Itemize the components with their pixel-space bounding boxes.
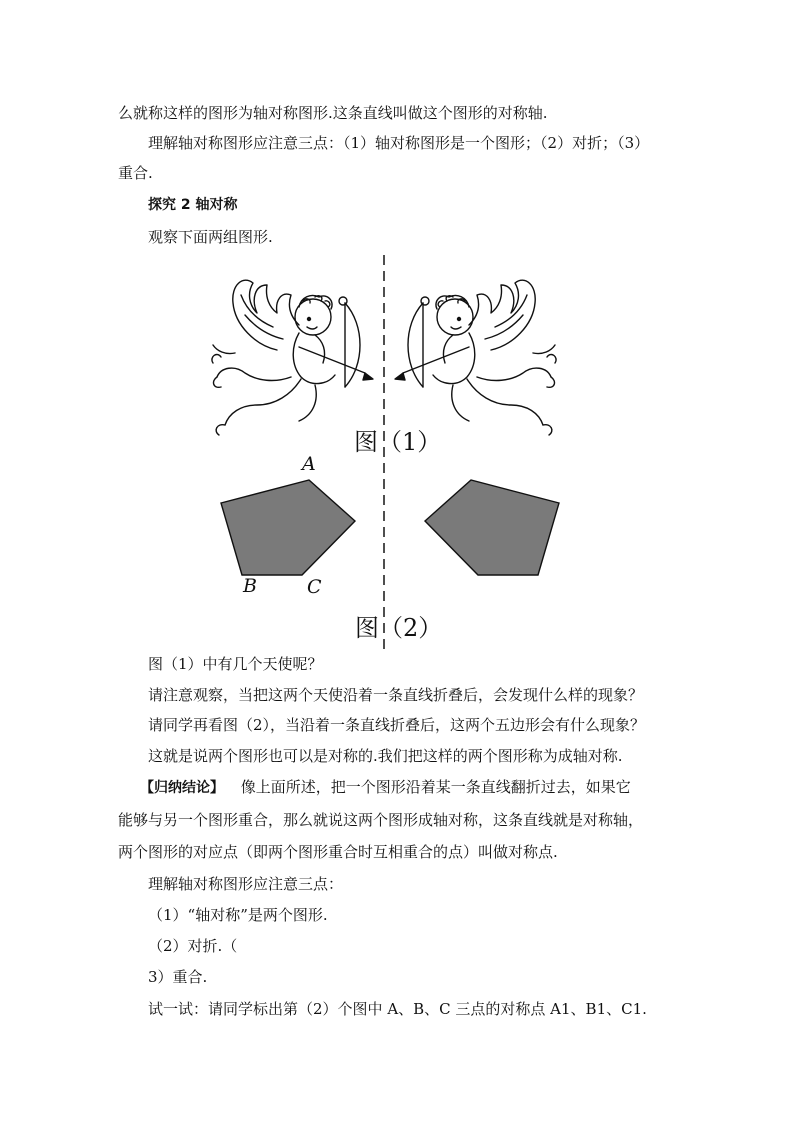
label-a: A	[302, 453, 316, 475]
pentagon-right	[425, 480, 559, 575]
paragraph-line: 么就称这样的图形为轴对称图形.这条直线叫做这个图形的对称轴.	[118, 104, 548, 122]
paragraph-line: 请同学再看图（2），当沿着一条直线折叠后，这两个五边形会有什么现象？	[148, 716, 646, 734]
conclusion-line	[140, 777, 794, 798]
conclusion-text: 像上面所述，把一个图形沿着某一条直线翻折过去，如果它	[240, 778, 631, 796]
label-c: C	[307, 576, 322, 598]
label-b: B	[243, 575, 257, 597]
paragraph-line: 这就是说两个图形也可以是对称的.我们把这样的两个图形称为成轴对称.	[148, 747, 623, 765]
symmetry-figure	[195, 255, 595, 650]
paragraph-line: 能够与另一个图形重合，那么就说这两个图形成轴对称，这条直线就是对称轴，	[118, 811, 644, 829]
figure-svg	[195, 255, 595, 650]
caption-figure-2: 图（2）	[355, 614, 443, 642]
paragraph-line: 请注意观察，当把这两个天使沿着一条直线折叠后，会发现什么样的现象？	[148, 686, 644, 704]
paragraph-line: （1）“轴对称”是两个图形.	[148, 906, 328, 924]
paragraph-line: 图（1）中有几个天使呢？	[148, 655, 323, 673]
paragraph-line: 理解轴对称图形应注意三点：	[148, 875, 344, 893]
paragraph-line: 试一试：请同学标出第（2）个图中 A、B、C 三点的对称点 A1、B1、C1.	[148, 1000, 647, 1018]
paragraph-line: 3）重合.	[148, 968, 208, 986]
section-heading: 探究 2 轴对称	[148, 197, 238, 213]
angel-left-image	[212, 280, 373, 435]
caption-figure-1: 图（1）	[354, 428, 442, 456]
paragraph-line: 理解轴对称图形应注意三点：（1）轴对称图形是一个图形；（2）对折；（3）	[148, 134, 650, 152]
pentagon-left	[221, 480, 355, 575]
paragraph-line: 重合.	[118, 164, 153, 182]
conclusion-label: 【归纳结论】	[140, 780, 224, 796]
paragraph-line: 两个图形的对应点（即两个图形重合时互相重合的点）叫做对称点.	[118, 843, 558, 861]
angel-right-image	[395, 280, 556, 435]
paragraph-line: 观察下面两组图形.	[148, 228, 273, 246]
paragraph-line: （2）对折.（	[148, 937, 238, 955]
